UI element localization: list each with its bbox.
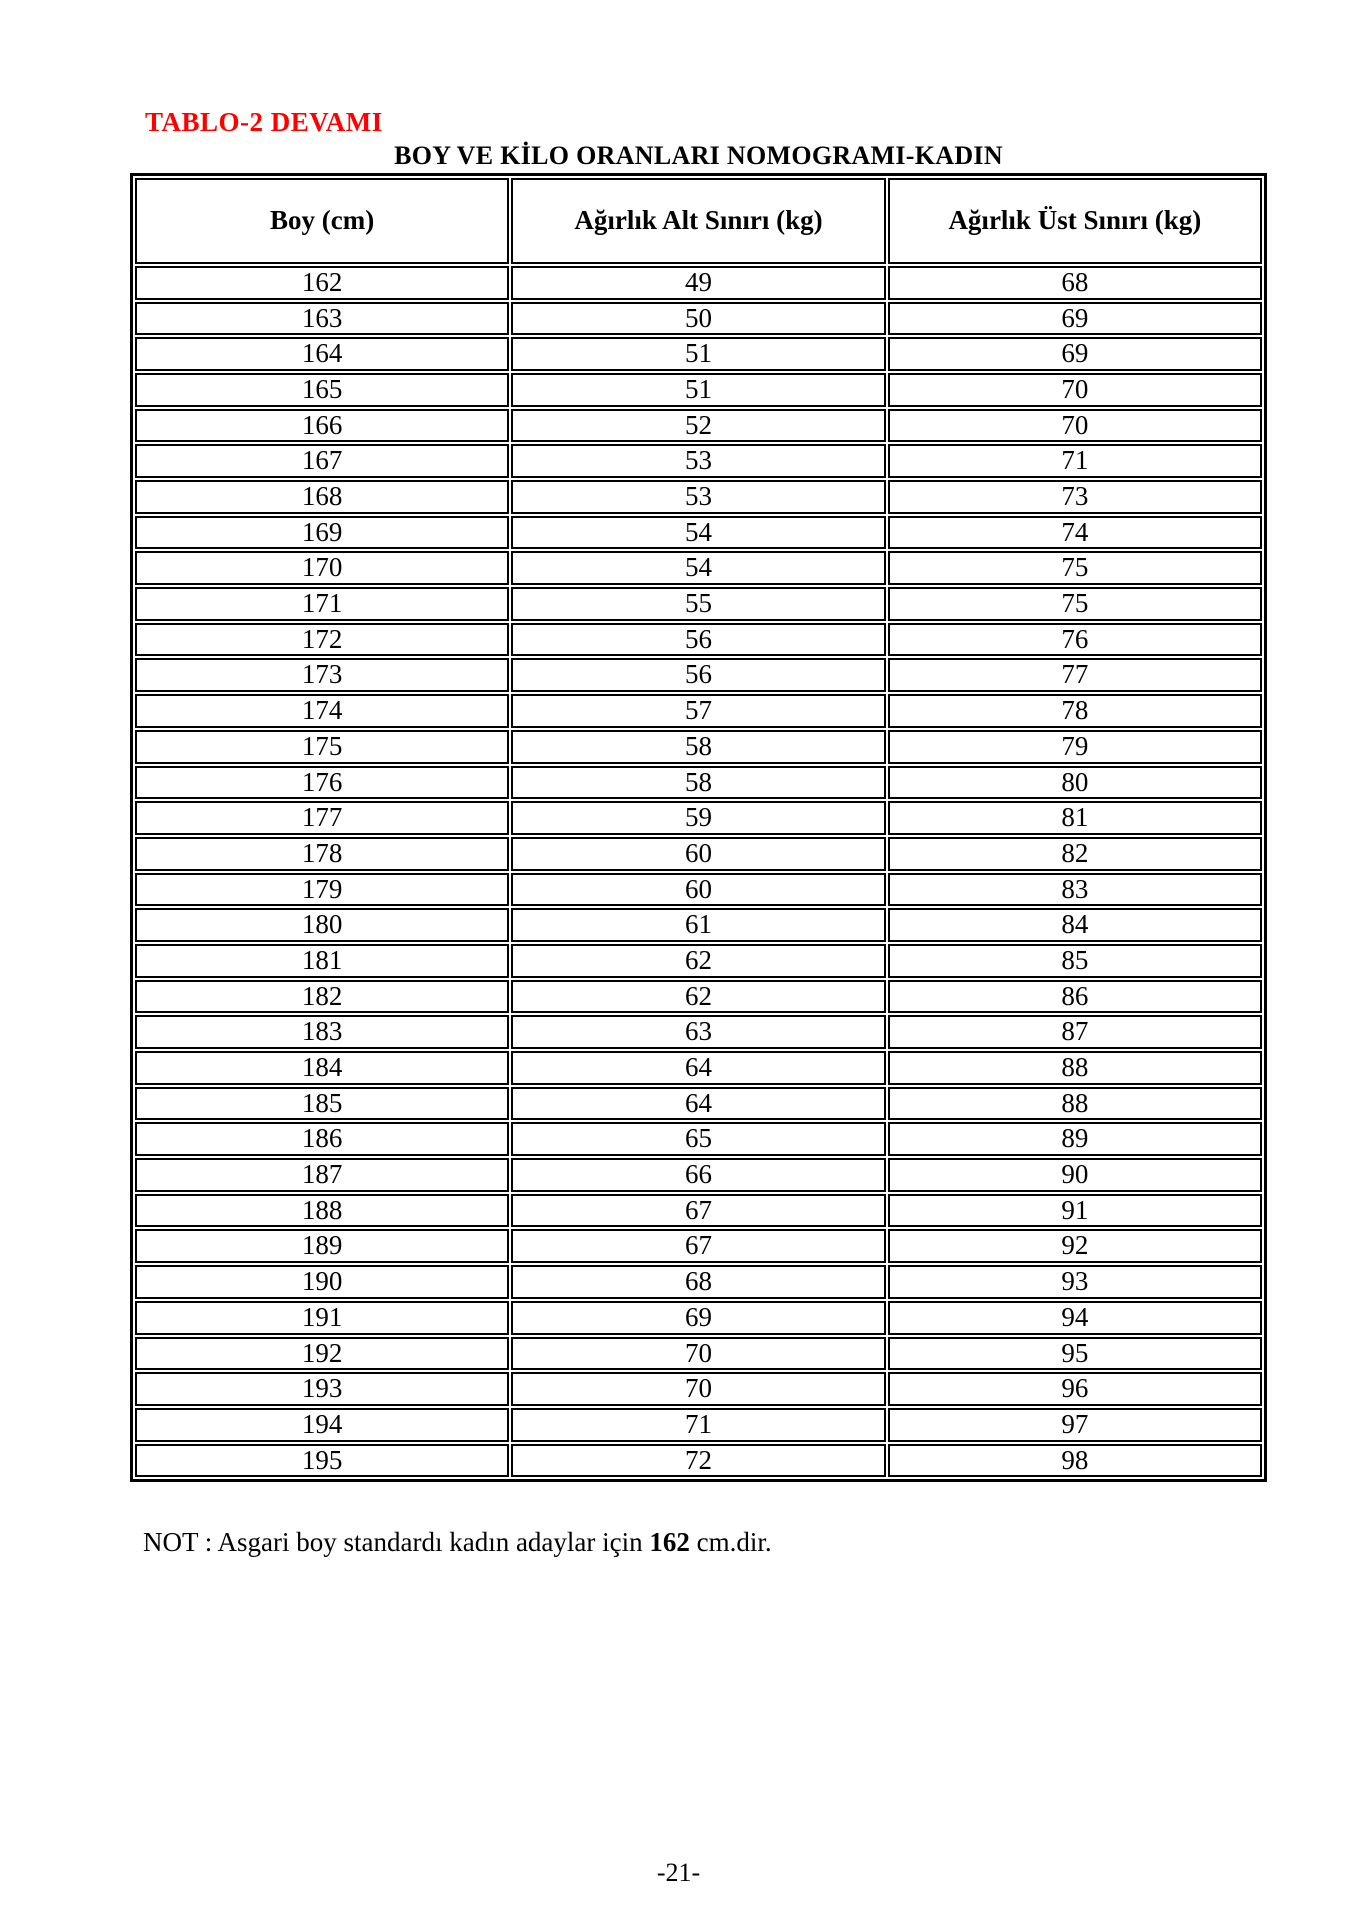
cell-boy: 164 (135, 337, 509, 371)
cell-alt-sinir: 67 (511, 1229, 885, 1263)
cell-alt-sinir: 54 (511, 551, 885, 585)
cell-ust-sinir: 74 (888, 516, 1262, 550)
cell-alt-sinir: 62 (511, 980, 885, 1014)
cell-boy: 186 (135, 1122, 509, 1156)
cell-boy: 188 (135, 1194, 509, 1228)
table-row (135, 730, 1262, 764)
cell-ust-sinir: 70 (888, 409, 1262, 443)
table-row (135, 801, 1262, 835)
cell-alt-sinir: 58 (511, 730, 885, 764)
cell-ust-sinir: 85 (888, 944, 1262, 978)
cell-ust-sinir: 69 (888, 337, 1262, 371)
table-head (135, 178, 1262, 264)
cell-alt-sinir: 72 (511, 1444, 885, 1478)
table-row (135, 908, 1262, 942)
cell-alt-sinir: 62 (511, 944, 885, 978)
cell-alt-sinir: 59 (511, 801, 885, 835)
cell-alt-sinir: 64 (511, 1087, 885, 1121)
cell-alt-sinir: 60 (511, 873, 885, 907)
cell-boy: 189 (135, 1229, 509, 1263)
table-row (135, 1015, 1262, 1049)
cell-alt-sinir: 70 (511, 1372, 885, 1406)
cell-boy: 181 (135, 944, 509, 978)
page-content (130, 140, 1267, 1558)
cell-ust-sinir: 69 (888, 302, 1262, 336)
cell-boy: 192 (135, 1337, 509, 1371)
cell-boy: 184 (135, 1051, 509, 1085)
cell-ust-sinir: 95 (888, 1337, 1262, 1371)
cell-ust-sinir: 98 (888, 1444, 1262, 1478)
cell-boy: 167 (135, 444, 509, 478)
cell-ust-sinir: 80 (888, 766, 1262, 800)
cell-alt-sinir: 58 (511, 766, 885, 800)
cell-alt-sinir: 53 (511, 444, 885, 478)
cell-boy: 172 (135, 623, 509, 657)
cell-ust-sinir: 76 (888, 623, 1262, 657)
cell-ust-sinir: 70 (888, 373, 1262, 407)
cell-alt-sinir: 56 (511, 623, 885, 657)
table-row (135, 409, 1262, 443)
cell-boy: 166 (135, 409, 509, 443)
table-row (135, 1051, 1262, 1085)
table-row (135, 1122, 1262, 1156)
cell-alt-sinir: 50 (511, 302, 885, 336)
cell-boy: 185 (135, 1087, 509, 1121)
cell-ust-sinir: 88 (888, 1051, 1262, 1085)
cell-ust-sinir: 91 (888, 1194, 1262, 1228)
note-line (143, 1526, 1267, 1558)
cell-alt-sinir: 55 (511, 587, 885, 621)
table-row (135, 1372, 1262, 1406)
cell-boy: 176 (135, 766, 509, 800)
cell-ust-sinir: 97 (888, 1408, 1262, 1442)
cell-ust-sinir: 93 (888, 1265, 1262, 1299)
cell-boy: 165 (135, 373, 509, 407)
cell-boy: 178 (135, 837, 509, 871)
cell-ust-sinir: 73 (888, 480, 1262, 514)
table-row (135, 373, 1262, 407)
cell-ust-sinir: 71 (888, 444, 1262, 478)
cell-boy: 183 (135, 1015, 509, 1049)
cell-alt-sinir: 60 (511, 837, 885, 871)
cell-boy: 179 (135, 873, 509, 907)
cell-alt-sinir: 54 (511, 516, 885, 550)
table-row (135, 1229, 1262, 1263)
cell-ust-sinir: 82 (888, 837, 1262, 871)
cell-boy: 191 (135, 1301, 509, 1335)
cell-boy: 180 (135, 908, 509, 942)
cell-ust-sinir: 89 (888, 1122, 1262, 1156)
doc-title: BOY VE KİLO ORANLARI NOMOGRAMI-KADIN (394, 141, 1003, 171)
note-text: NOT : Asgari boy standardı kadın adaylar için (143, 1527, 650, 1558)
page-heading: TABLO-2 DEVAMI (145, 107, 383, 137)
table-row (135, 302, 1262, 336)
cell-alt-sinir: 66 (511, 1158, 885, 1192)
cell-boy: 175 (135, 730, 509, 764)
cell-ust-sinir: 96 (888, 1372, 1262, 1406)
table-row (135, 587, 1262, 621)
table-row (135, 1158, 1262, 1192)
table-row (135, 337, 1262, 371)
height-weight-table (130, 173, 1267, 1482)
table-row (135, 1444, 1262, 1478)
table-row (135, 694, 1262, 728)
cell-ust-sinir: 84 (888, 908, 1262, 942)
table-body (135, 266, 1262, 1477)
table-row (135, 623, 1262, 657)
cell-ust-sinir: 94 (888, 1301, 1262, 1335)
cell-alt-sinir: 71 (511, 1408, 885, 1442)
cell-boy: 169 (135, 516, 509, 550)
cell-boy: 173 (135, 658, 509, 692)
cell-boy: 190 (135, 1265, 509, 1299)
cell-alt-sinir: 61 (511, 908, 885, 942)
cell-boy: 171 (135, 587, 509, 621)
table-row (135, 444, 1262, 478)
header-boy: Boy (cm) (135, 178, 509, 264)
cell-alt-sinir: 64 (511, 1051, 885, 1085)
note-bold-value: 162 (649, 1527, 690, 1558)
table-row (135, 480, 1262, 514)
table-row (135, 1337, 1262, 1371)
cell-boy: 194 (135, 1408, 509, 1442)
table-row (135, 1408, 1262, 1442)
table-row (135, 766, 1262, 800)
cell-ust-sinir: 87 (888, 1015, 1262, 1049)
cell-ust-sinir: 78 (888, 694, 1262, 728)
table-row (135, 1301, 1262, 1335)
cell-alt-sinir: 53 (511, 480, 885, 514)
table-row (135, 873, 1262, 907)
page-number: -21- (656, 1858, 701, 1887)
table-row (135, 1265, 1262, 1299)
cell-alt-sinir: 52 (511, 409, 885, 443)
cell-ust-sinir: 79 (888, 730, 1262, 764)
table-row (135, 1087, 1262, 1121)
cell-boy: 182 (135, 980, 509, 1014)
header-alt-sinir: Ağırlık Alt Sınırı (kg) (511, 178, 885, 264)
cell-ust-sinir: 92 (888, 1229, 1262, 1263)
cell-ust-sinir: 75 (888, 587, 1262, 621)
cell-ust-sinir: 81 (888, 801, 1262, 835)
header-ust-sinir: Ağırlık Üst Sınırı (kg) (888, 178, 1262, 264)
cell-boy: 187 (135, 1158, 509, 1192)
table-row (135, 266, 1262, 300)
cell-boy: 177 (135, 801, 509, 835)
cell-boy: 170 (135, 551, 509, 585)
cell-alt-sinir: 68 (511, 1265, 885, 1299)
table-header-row (135, 178, 1262, 264)
table-row (135, 837, 1262, 871)
cell-boy: 163 (135, 302, 509, 336)
cell-alt-sinir: 51 (511, 337, 885, 371)
table-row (135, 944, 1262, 978)
cell-boy: 174 (135, 694, 509, 728)
cell-ust-sinir: 75 (888, 551, 1262, 585)
table-row (135, 516, 1262, 550)
cell-alt-sinir: 56 (511, 658, 885, 692)
cell-ust-sinir: 68 (888, 266, 1262, 300)
cell-boy: 195 (135, 1444, 509, 1478)
cell-alt-sinir: 51 (511, 373, 885, 407)
cell-ust-sinir: 86 (888, 980, 1262, 1014)
note-suffix: cm.dir. (689, 1527, 772, 1558)
cell-boy: 193 (135, 1372, 509, 1406)
table-row (135, 980, 1262, 1014)
cell-ust-sinir: 77 (888, 658, 1262, 692)
table-row (135, 1194, 1262, 1228)
cell-boy: 162 (135, 266, 509, 300)
cell-ust-sinir: 83 (888, 873, 1262, 907)
cell-alt-sinir: 49 (511, 266, 885, 300)
cell-alt-sinir: 67 (511, 1194, 885, 1228)
cell-alt-sinir: 57 (511, 694, 885, 728)
table-row (135, 551, 1262, 585)
table-row (135, 658, 1262, 692)
cell-alt-sinir: 63 (511, 1015, 885, 1049)
cell-ust-sinir: 88 (888, 1087, 1262, 1121)
cell-alt-sinir: 69 (511, 1301, 885, 1335)
cell-ust-sinir: 90 (888, 1158, 1262, 1192)
cell-boy: 168 (135, 480, 509, 514)
cell-alt-sinir: 70 (511, 1337, 885, 1371)
cell-alt-sinir: 65 (511, 1122, 885, 1156)
